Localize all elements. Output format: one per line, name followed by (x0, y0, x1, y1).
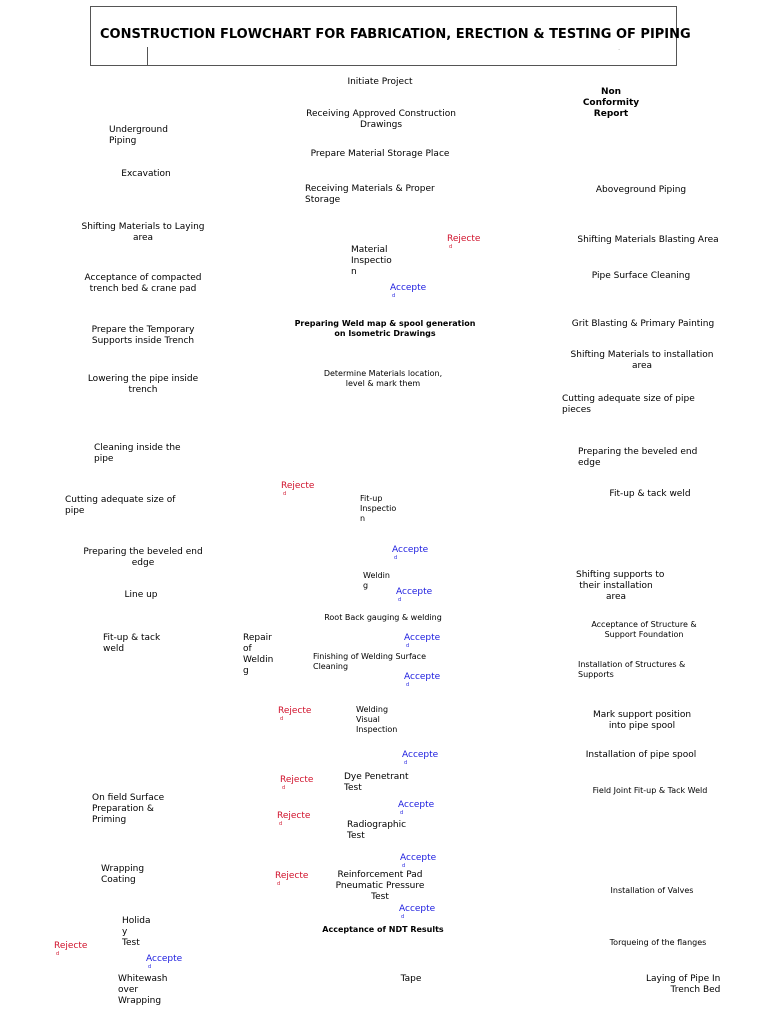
step-welding: Weldin g (363, 571, 390, 590)
step-laying-pipe: Laying of Pipe In Trench Bed (646, 974, 721, 995)
rejected-label-holiday: Rejecte d (54, 941, 88, 957)
step-shifting-supports: Shifting supports to their installation area (576, 570, 665, 602)
accepted-label-root-back: Accepte d (404, 633, 441, 649)
rejected-label-visual: Rejecte d (278, 706, 312, 722)
title-divider (147, 47, 148, 65)
step-fitup-tack-right: Fit-up & tack weld (609, 489, 691, 499)
step-acceptance-trench: Acceptance of compacted trench bed & crane pad (84, 273, 202, 294)
step-ndt-results: Acceptance of NDT Results (322, 925, 444, 934)
step-grit-blasting: Grit Blasting & Primary Painting (571, 319, 715, 329)
step-shifting-blasting: Shifting Materials Blasting Area (577, 235, 719, 245)
rejected-label-dye: Rejecte d (280, 775, 314, 791)
page-title: CONSTRUCTION FLOWCHART FOR FABRICATION, ERECTION & TESTING OF PIPING (100, 27, 691, 42)
step-whitewash: Whitewash over Wrapping (118, 974, 168, 1006)
step-shifting-laying-area: Shifting Materials to Laying area (81, 222, 205, 243)
step-visual-inspection: Welding Visual Inspection (356, 705, 398, 734)
step-surface-preparation: On field Surface Preparation & Priming (92, 793, 165, 825)
accepted-label-finishing: Accepte d (404, 672, 441, 688)
rejected-label-material: Rejecte d (447, 234, 481, 250)
accepted-label-welding: Accepte d (396, 587, 433, 603)
step-material-inspection: Material Inspectio n (351, 245, 392, 277)
step-holiday-test: Holida y Test (122, 916, 151, 948)
step-excavation: Excavation (121, 169, 171, 179)
step-aboveground-piping: Aboveground Piping (595, 185, 687, 195)
step-receiving-materials: Receiving Materials & Proper Storage (305, 184, 435, 205)
step-initiate-project: Initiate Project (347, 77, 413, 87)
step-torqueing-flanges: Torqueing of the flanges (609, 938, 707, 947)
step-install-spool: Installation of pipe spool (585, 750, 697, 760)
step-cutting-pipe-left: Cutting adequate size of pipe (65, 495, 176, 516)
step-lowering-pipe: Lowering the pipe inside trench (87, 374, 199, 395)
rejected-label-fitup: Rejecte d (281, 481, 315, 497)
step-temporary-supports: Prepare the Temporary Supports inside Trench (91, 325, 195, 346)
step-weld-map: Preparing Weld map & spool generation on Isometric Drawings (294, 319, 476, 338)
step-surface-cleaning: Pipe Surface Cleaning (591, 271, 691, 281)
accepted-label-radiographic: Accepte d (400, 853, 437, 869)
step-install-structures: Installation of Structures & Supports (578, 660, 686, 679)
step-tape: Tape (400, 974, 422, 984)
step-install-valves: Installation of Valves (610, 886, 694, 895)
step-cleaning-pipe: Cleaning inside the pipe (94, 443, 181, 464)
step-radiographic: Radiographic Test (347, 820, 407, 841)
accepted-label-fitup: Accepte d (392, 545, 429, 561)
step-acceptance-structure: Acceptance of Structure & Support Foundation (591, 620, 697, 639)
step-receiving-drawings: Receiving Approved Construction Drawings (306, 109, 456, 130)
title-dot: · (618, 47, 620, 54)
accepted-label-dye: Accepte d (398, 800, 435, 816)
step-beveled-right: Preparing the beveled end edge (578, 447, 698, 468)
step-finishing-welding: Finishing of Welding Surface Cleaning (313, 652, 426, 671)
step-storage-place: Prepare Material Storage Place (310, 149, 450, 159)
step-underground-piping: Underground Piping (109, 125, 168, 146)
non-conformity-report: Non Conformity Report (582, 87, 640, 119)
step-determine-location: Determine Materials location, level & mark them (323, 369, 443, 388)
rejected-label-radiographic: Rejecte d (277, 811, 311, 827)
step-beveled-left: Preparing the beveled end edge (83, 547, 203, 568)
step-field-joint: Field Joint Fit-up & Tack Weld (592, 786, 708, 795)
step-fitup-tack-left: Fit-up & tack weld (103, 633, 161, 654)
rejected-label-pneumatic: Rejecte d (275, 871, 309, 887)
step-dye-penetrant: Dye Penetrant Test (344, 772, 409, 793)
step-shifting-installation: Shifting Materials to installation area (570, 350, 714, 371)
step-line-up: Line up (124, 590, 158, 600)
accepted-label-visual: Accepte d (402, 750, 439, 766)
accepted-label-holiday: Accepte d (146, 954, 183, 970)
step-wrapping-coating: Wrapping Coating (101, 864, 145, 885)
step-repair-welding: Repair of Weldin g (243, 633, 274, 676)
step-reinforcement-pad: Reinforcement Pad Pneumatic Pressure Test (335, 870, 425, 902)
title-box (90, 6, 691, 66)
step-cutting-pipe-right: Cutting adequate size of pipe pieces (562, 394, 695, 415)
accepted-label-material: Accepte d (390, 283, 427, 299)
step-mark-support: Mark support position into pipe spool (592, 710, 692, 731)
step-root-back-gauging: Root Back gauging & welding (324, 613, 442, 622)
accepted-label-pneumatic: Accepte d (399, 904, 436, 920)
step-fitup-inspection: Fit-up Inspectio n (360, 494, 397, 523)
